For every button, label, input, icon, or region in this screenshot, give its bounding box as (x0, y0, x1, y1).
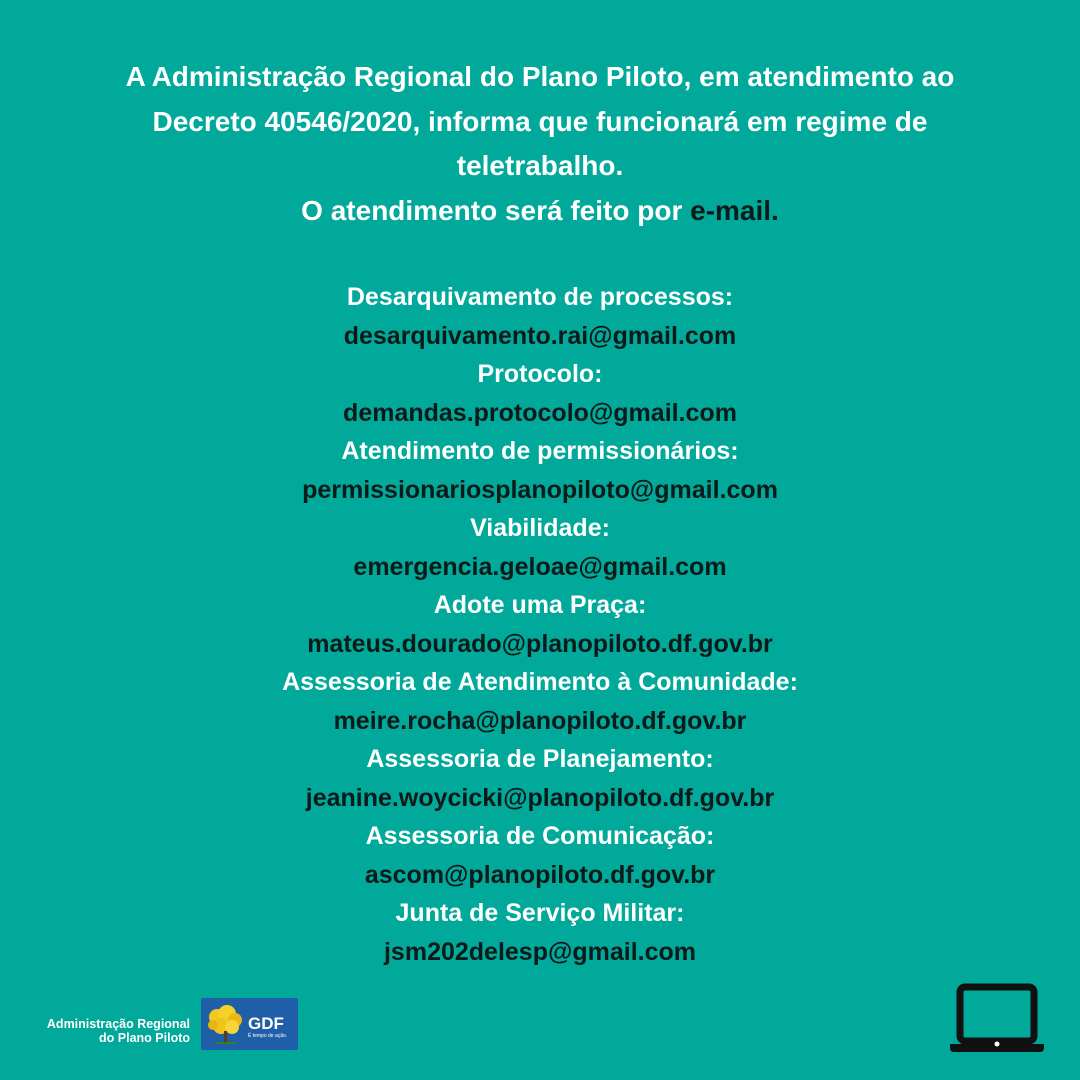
announcement-email-prefix: O atendimento será feito por (301, 194, 683, 226)
contact-email[interactable]: meire.rocha@planopiloto.df.gov.br (333, 706, 747, 735)
contact-item (40, 509, 1040, 586)
contact-label: Assessoria de Comunicação: (365, 822, 715, 850)
contact-email[interactable]: demandas.protocolo@gmail.com (343, 398, 737, 427)
announcement (40, 55, 1040, 233)
contact-label: Adote uma Praça: (433, 591, 647, 619)
gdf-slogan: É tempo de ação. (248, 1033, 288, 1039)
announcement-line-4 (40, 189, 1040, 234)
laptop-icon (948, 982, 1046, 1054)
contact-list (40, 278, 1040, 971)
contact-label: Assessoria de Planejamento: (366, 745, 714, 773)
contact-item (40, 278, 1040, 355)
gdf-label: GDF (248, 1014, 284, 1033)
announcement-line-2: Decreto 40546/2020, informa que funcionará em regime de (152, 105, 928, 137)
contact-item (40, 432, 1040, 509)
contact-label: Desarquivamento de processos: (346, 283, 734, 311)
contact-email[interactable]: permissionariosplanopiloto@gmail.com (302, 475, 778, 504)
contact-email[interactable]: desarquivamento.rai@gmail.com (343, 321, 737, 350)
organization-name-line-1: Administração Regional (46, 1017, 190, 1031)
contact-item (40, 740, 1040, 817)
contact-email[interactable]: ascom@planopiloto.df.gov.br (364, 860, 716, 889)
organization-name-line-2: do Plano Piloto (99, 1031, 190, 1045)
gdf-logo (201, 998, 298, 1050)
contact-item (40, 894, 1040, 971)
contact-email[interactable]: jeanine.woycicki@planopiloto.df.gov.br (305, 783, 775, 812)
contact-item (40, 663, 1040, 740)
contact-item (40, 817, 1040, 894)
contact-email[interactable]: jsm202delesp@gmail.com (383, 937, 696, 966)
contact-label: Junta de Serviço Militar: (395, 899, 685, 927)
organization-logo-text (30, 1017, 190, 1045)
contact-item (40, 355, 1040, 432)
contact-email[interactable]: mateus.dourado@planopiloto.df.gov.br (307, 629, 773, 658)
contact-label: Atendimento de permissionários: (341, 437, 739, 465)
contact-label: Viabilidade: (470, 514, 610, 542)
contact-label: Assessoria de Atendimento à Comunidade: (282, 668, 798, 696)
contact-email[interactable]: emergencia.geloae@gmail.com (353, 552, 727, 581)
announcement-line-1: A Administração Regional do Plano Piloto, em atendimento ao (125, 61, 955, 92)
announcement-email-highlight: e-mail. (690, 194, 779, 226)
contact-label: Protocolo: (477, 360, 603, 388)
announcement-line-3: teletrabalho. (456, 150, 624, 181)
contact-item (40, 586, 1040, 663)
